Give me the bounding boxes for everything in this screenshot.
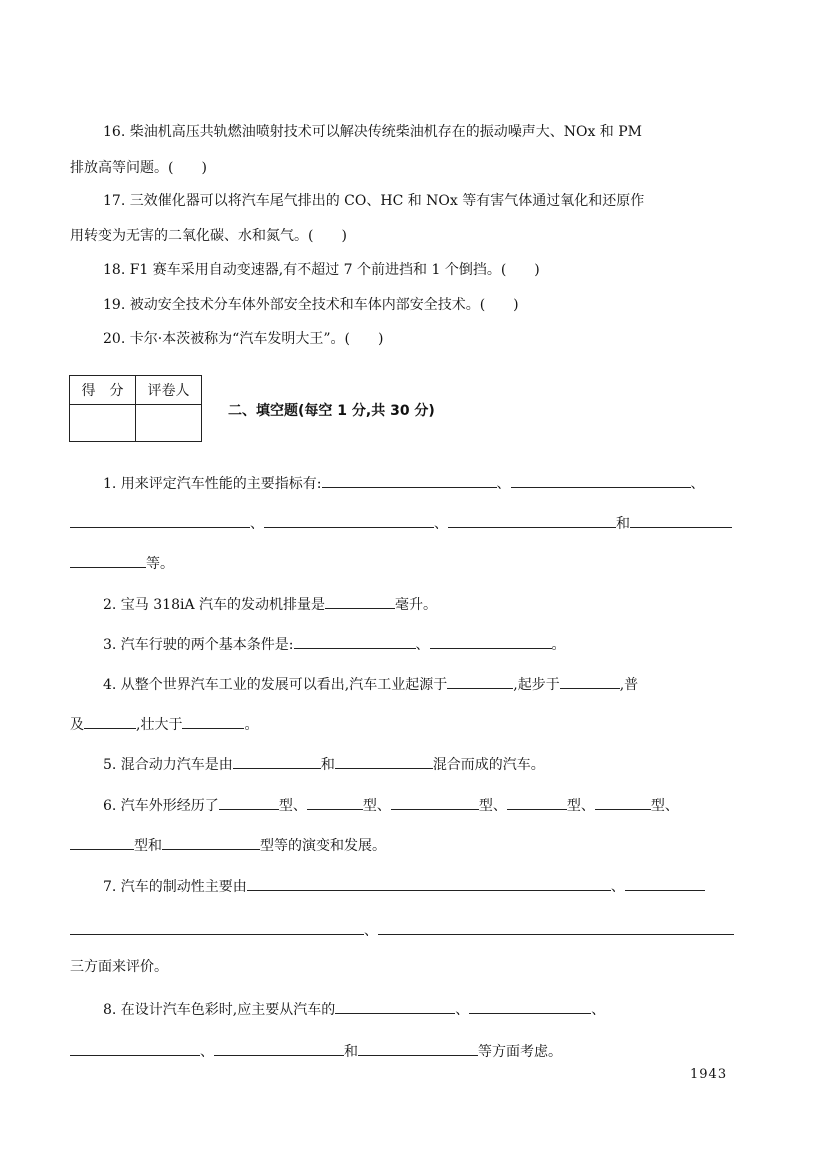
q8-line-2 xyxy=(70,1039,562,1062)
separator: 、 xyxy=(455,1002,470,1018)
blank xyxy=(233,752,321,769)
q8-text: 8. 在设计汽车色彩时,应主要从汽车的 xyxy=(103,1002,336,1018)
and-text: 和 xyxy=(616,516,630,532)
q1-line-3 xyxy=(70,551,174,574)
separator: 、 xyxy=(292,798,307,814)
blank xyxy=(84,712,136,729)
q5-text: 5. 混合动力汽车是由 xyxy=(103,757,233,773)
blank xyxy=(70,918,364,935)
tf-item-17-line-2: 用转变为无害的二氧化碳、水和氮气。( ) xyxy=(70,228,347,244)
q2-text: 2. 宝马 318iA 汽车的发动机排量是 xyxy=(103,597,326,613)
q5-line xyxy=(103,752,545,775)
separator: 、 xyxy=(200,1044,214,1060)
q2-line xyxy=(103,592,437,615)
page-number: 1943 xyxy=(690,1067,728,1082)
blank xyxy=(219,793,279,810)
q8-line-1 xyxy=(103,997,605,1020)
grader-cell xyxy=(136,405,202,442)
q6-line-1 xyxy=(103,793,679,816)
q4-text: 4. 从整个世界汽车工业的发展可以看出,汽车工业起源于 xyxy=(103,677,448,693)
blank xyxy=(70,511,250,528)
q7-text: 7. 汽车的制动性主要由 xyxy=(103,879,247,895)
blank xyxy=(325,592,395,609)
end-text: 等方面考虑。 xyxy=(478,1044,562,1060)
tf-item-19: 19. 被动安全技术分车体外部安全技术和车体内部安全技术。( ) xyxy=(103,297,519,313)
blank xyxy=(70,833,134,850)
separator: 、 xyxy=(250,516,264,532)
q4-text-e: ,壮大于 xyxy=(136,717,183,733)
and-text: 和 xyxy=(344,1044,358,1060)
end-text: 。 xyxy=(551,637,566,653)
q7-line-1 xyxy=(103,874,705,897)
q4-line-2 xyxy=(70,712,258,735)
q1-line-2 xyxy=(70,511,732,534)
type-text: 型 xyxy=(362,798,377,814)
tf-item-17-line-1: 17. 三效催化器可以将汽车尾气排出的 CO、HC 和 NOx 等有害气体通过氧化和还原作 xyxy=(103,193,645,209)
blank xyxy=(182,712,244,729)
blank xyxy=(264,511,434,528)
blank xyxy=(335,752,433,769)
end-text: 等。 xyxy=(146,556,174,572)
blank xyxy=(448,511,616,528)
separator: 、 xyxy=(690,476,705,492)
q3-text: 3. 汽车行驶的两个基本条件是: xyxy=(103,637,294,653)
q6-line-2 xyxy=(70,833,386,856)
blank xyxy=(595,793,651,810)
separator: 、 xyxy=(376,798,391,814)
q4-text-d: 及 xyxy=(70,717,84,733)
q6-text: 6. 汽车外形经历了 xyxy=(103,798,219,814)
blank xyxy=(469,997,591,1014)
blank xyxy=(70,551,146,568)
blank xyxy=(247,874,611,891)
blank xyxy=(162,833,260,850)
blank xyxy=(322,471,497,488)
type-text: 型 xyxy=(566,798,581,814)
score-table xyxy=(69,375,202,442)
q3-line xyxy=(103,632,566,655)
separator: 、 xyxy=(364,923,378,939)
blank xyxy=(625,874,705,891)
separator: 、 xyxy=(434,516,448,532)
blank xyxy=(391,793,479,810)
type-text: 型 xyxy=(478,798,493,814)
separator: 、 xyxy=(664,798,679,814)
blank xyxy=(358,1039,478,1056)
blank xyxy=(294,632,416,649)
separator: 、 xyxy=(496,476,511,492)
q4-text-c: ,普 xyxy=(619,677,639,693)
score-cell xyxy=(70,405,136,442)
section-title: 二、填空题(每空 1 分,共 30 分) xyxy=(228,403,435,419)
separator: 、 xyxy=(610,879,625,895)
q2-unit: 毫升。 xyxy=(395,597,438,613)
separator: 、 xyxy=(492,798,507,814)
q1-line-1 xyxy=(103,471,705,494)
tf-item-20: 20. 卡尔·本茨被称为“汽车发明大王”。( ) xyxy=(103,331,384,347)
q7-line-2 xyxy=(70,918,734,941)
blank xyxy=(307,793,363,810)
separator: 、 xyxy=(591,1002,606,1018)
q1-text: 1. 用来评定汽车性能的主要指标有: xyxy=(103,476,322,492)
and-type-text: 型和 xyxy=(134,838,162,854)
score-label: 得 分 xyxy=(70,376,136,405)
q4-line-1 xyxy=(103,672,638,695)
grader-label: 评卷人 xyxy=(136,376,202,405)
type-text: 型 xyxy=(278,798,293,814)
blank xyxy=(378,918,734,935)
blank xyxy=(560,672,620,689)
separator: 、 xyxy=(415,637,430,653)
blank xyxy=(630,511,732,528)
blank xyxy=(335,997,455,1014)
tf-item-18: 18. F1 赛车采用自动变速器,有不超过 7 个前进挡和 1 个倒挡。( ) xyxy=(103,262,540,278)
blank xyxy=(511,471,691,488)
q5-text-c: 混合而成的汽车。 xyxy=(432,757,545,773)
blank xyxy=(70,1039,200,1056)
blank xyxy=(507,793,567,810)
blank xyxy=(447,672,513,689)
q7-line-3: 三方面来评价。 xyxy=(70,959,168,975)
blank xyxy=(430,632,552,649)
tf-item-16-line-1: 16. 柴油机高压共轨燃油喷射技术可以解决传统柴油机存在的振动噪声大、NOx 和 PM xyxy=(103,124,642,140)
and-text: 和 xyxy=(320,757,335,773)
tf-item-16-line-2: 排放高等问题。( ) xyxy=(70,160,207,176)
separator: 、 xyxy=(580,798,595,814)
q4-text-b: ,起步于 xyxy=(513,677,560,693)
blank xyxy=(214,1039,344,1056)
type-text: 型 xyxy=(650,798,665,814)
end-text: 型等的演变和发展。 xyxy=(260,838,386,854)
end-text: 。 xyxy=(244,717,259,733)
